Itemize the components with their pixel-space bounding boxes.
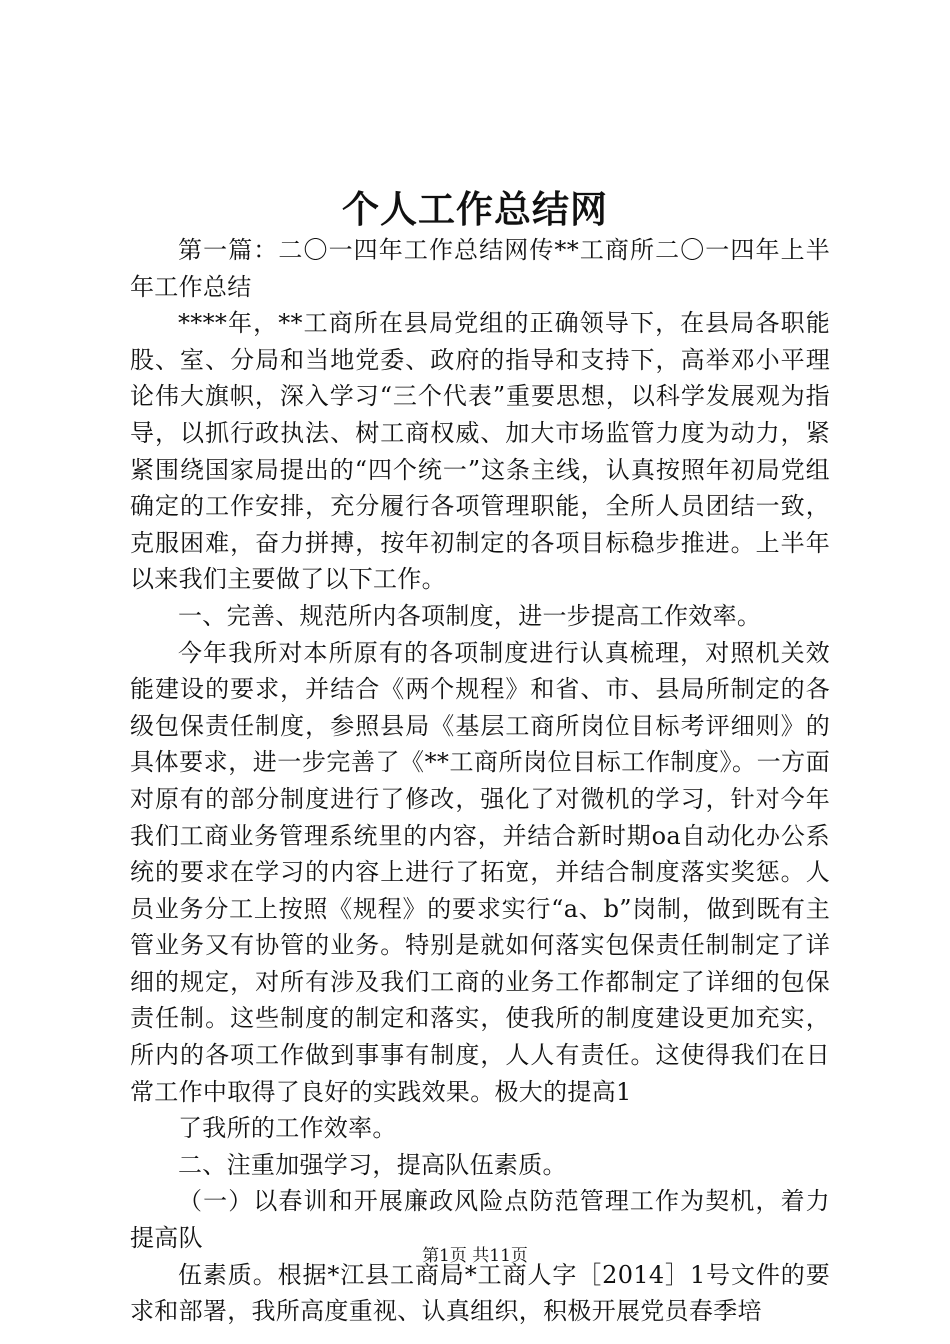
page-footer: 第1页 共11页 [422,1246,528,1266]
paragraph: 第一篇：二〇一四年工作总结网传**工商所二〇一四年上半年工作总结 [130,236,830,301]
paragraph: ****年，**工商所在县局党组的正确领导下，在县局各职能股、室、分局和当地党委、政府的指导和支持下，高举邓小平理论伟大旗帜，深入学习“三个代表”重要思想，以科学发展观为指导，以抓行政执法、树工商权威、加大市场监管力度为动力，紧紧围绕国家局提出的“四个统一”这条主线，认真按照年初局党组确定的工作安排，充分履行各项管理职能，全所人员团结一致，克服困难，奋力拼搏，按年初制定的各项目标稳步推进。上半年以来我们主要做了以下工作。 [130,309,830,594]
document-body [130,232,830,1330]
page-title: 个人工作总结网 [342,187,608,231]
paragraph: 今年我所对本所原有的各项制度进行认真梳理，对照机关效能建设的要求，并结合《两个规程》和省、市、县局所制定的各级包保责任制度，参照县局《基层工商所岗位目标考评细则》的具体要求，进一步完善了《**工商所岗位目标工作制度》。一方面对原有的部分制度进行了修改，强化了对微机的学习，针对今年我们工商业务管理系统里的内容，并结合新时期oa自动化办公系统的要求在学习的内容上进行了拓宽，并结合制度落实奖惩。人员业务分工上按照《规程》的要求实行“a、b”岗制，做到既有主管业务又有协管的业务。特别是就如何落实包保责任制制定了详细的规定，对所有涉及我们工商的业务工作都制定了详细的包保责任制。这些制度的制定和落实，使我所的制度建设更加充实，所内的各项工作做到事事有制度，人人有责任。这使得我们在日常工作中取得了良好的实践效果。极大的提高1 [130,638,830,1106]
section-heading: 二、注重加强学习，提高队伍素质。 [178,1150,567,1179]
section-heading: 一、完善、规范所内各项制度，进一步提高工作效率。 [178,601,762,630]
subsection-heading: （一）以春训和开展廉政风险点防范管理工作为契机，着力提高队 [130,1187,830,1253]
paragraph: 伍素质。根据*江县工商局*工商人字［2014］1号文件的要求和部署，我所高度重视、认真组织，积极开展党员春季培 [130,1260,830,1326]
paragraph: 了我所的工作效率。 [178,1114,397,1143]
